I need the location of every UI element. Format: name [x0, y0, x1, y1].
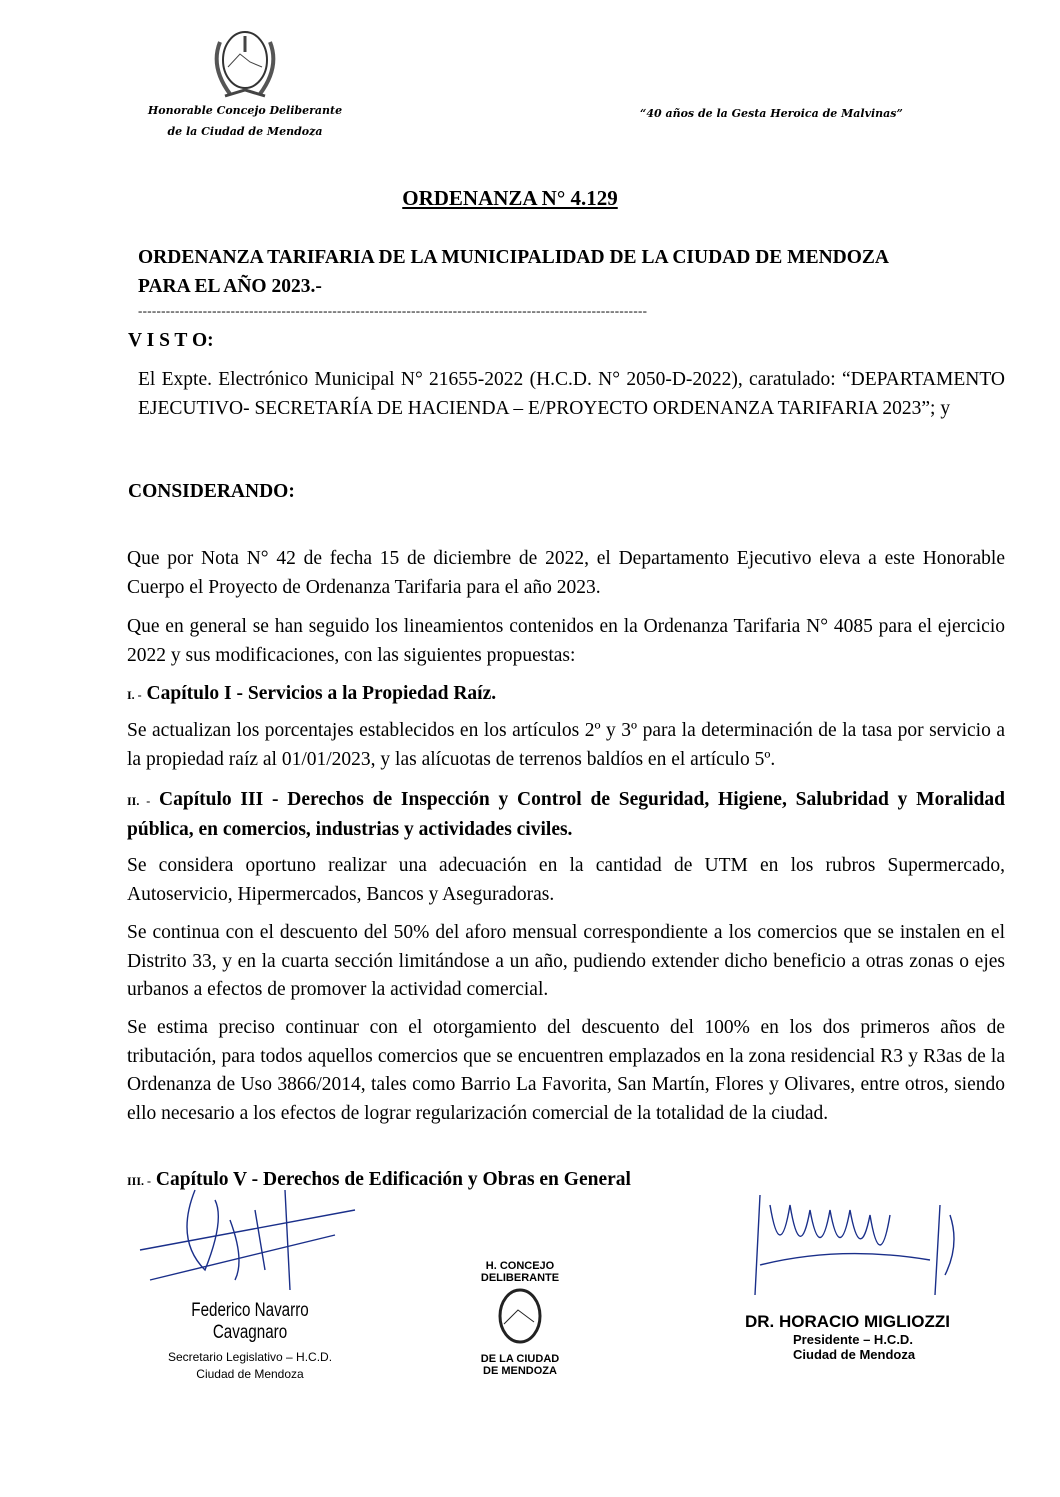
- section-title: Capítulo III - Derechos de Inspección y Control de Seguridad, Higiene, Salubridad y Moralidad pública, en comercios, industrias y actividades civiles.: [127, 789, 1005, 840]
- visto-heading: V I S T O:: [128, 330, 214, 351]
- motto: “40 años de la Gesta Heroica de Malvinas”: [640, 107, 903, 120]
- section-numeral: I. -: [127, 688, 142, 702]
- signature-block-left: [130, 1300, 370, 1381]
- seal-top-text: H. CONCEJO DELIBERANTE: [480, 1260, 560, 1284]
- separator-line: --------------------------------------------------------------------------------------------------------------: [138, 303, 648, 318]
- subtitle-line-2: PARA EL AÑO 2023.-: [138, 276, 322, 297]
- section-heading: [127, 786, 1005, 844]
- paragraph: Se estima preciso continuar con el otorgamiento del descuento del 100% en los dos primeros años de tributación, para todos aquellos comercios que se encuentren emplazados en la zona residencial R3 y R3as de la Ordenanza de Uso 3866/2014, tales como Barrio La Favorita, San Martín, Flores y Olivares, entre otros, siendo ello necesario a los efectos de lograr regularización comercial de la totalidad de la ciudad.: [127, 1017, 1005, 1124]
- page-title: ORDENANZA N° 4.129: [402, 186, 618, 210]
- signature-left: [135, 1180, 375, 1300]
- paragraph: Se considera oportuno realizar una adecuación en la cantidad de UTM en los rubros Supermercado, Autoservicio, Hipermercados, Bancos y Aseguradoras.: [127, 855, 1005, 905]
- signer-city: Ciudad de Mendoza: [196, 1367, 304, 1381]
- signer-name: Federico Navarro Cavagnaro: [191, 1300, 309, 1343]
- seal-emblem-icon: [490, 1284, 550, 1350]
- paragraph: Se actualizan los porcentajes establecidos en los artículos 2º y 3º para la determinación de la tasa por servicio a la propiedad raíz al 01/01/2023, y las alícuotas de terrenos baldíos en el artículo 5º.: [127, 720, 1005, 770]
- signature-block-right: [745, 1312, 950, 1362]
- org-name: [140, 100, 350, 142]
- signer-role: Secretario Legislativo – H.C.D.: [167, 1350, 333, 1364]
- subtitle-line-1: ORDENANZA TARIFARIA DE LA MUNICIPALIDAD DE LA CIUDAD DE MENDOZA: [138, 247, 889, 268]
- paragraph: Que por Nota N° 42 de fecha 15 de diciembre de 2022, el Departamento Ejecutivo eleva a este Honorable Cuerpo el Proyecto de Ordenanza Tarifaria para el año 2023.: [127, 548, 1005, 598]
- subtitle: [138, 243, 889, 301]
- signer-name: DR. HORACIO MIGLIOZZI: [745, 1312, 950, 1331]
- org-line-2: de la Ciudad de Mendoza: [167, 125, 323, 138]
- section-heading: [127, 680, 1005, 710]
- seal-bottom-text: DE LA CIUDAD: [480, 1353, 560, 1365]
- section-title: Capítulo I - Servicios a la Propiedad Raíz.: [146, 683, 497, 704]
- section-numeral: II. -: [127, 794, 151, 808]
- paragraph: Se continua con el descuento del 50% del aforo mensual correspondiente a los comercios que se instalen en el Distrito 33, y en la cuarta sección limitándose a un año, pudiendo extender dicho beneficio a otras zonas o ejes urbanos a efectos de promover la actividad comercial.: [127, 922, 1005, 1000]
- signer-city: Ciudad de Mendoza: [793, 1347, 916, 1362]
- org-line-1: Honorable Concejo Deliberante: [147, 104, 343, 117]
- seal-bottom-text: DE MENDOZA: [483, 1365, 557, 1377]
- coat-of-arms-logo: [200, 22, 290, 104]
- considerando-heading: CONSIDERANDO:: [128, 481, 295, 502]
- visto-text: El Expte. Electrónico Municipal N° 21655-2022 (H.C.D. N° 2050-D-2022), caratulado: “DEPARTAMENTO EJECUTIVO- SECRETARÍA DE HACIENDA – E/PROYECTO ORDENANZA TARIFARIA 2023”; y: [138, 369, 1005, 419]
- section-title: Capítulo V - Derechos de Edificación y Obras en General: [155, 1169, 631, 1190]
- signer-role: Presidente – H.C.D.: [793, 1332, 913, 1347]
- paragraph: Que en general se han seguido los lineamientos contenidos en la Ordenanza Tarifaria N° 4085 para el ejercicio 2022 y sus modificaciones, con las siguientes propuestas:: [127, 616, 1005, 666]
- signature-right: [740, 1185, 970, 1315]
- section-numeral: III. -: [127, 1174, 152, 1188]
- official-seal: [465, 1260, 575, 1377]
